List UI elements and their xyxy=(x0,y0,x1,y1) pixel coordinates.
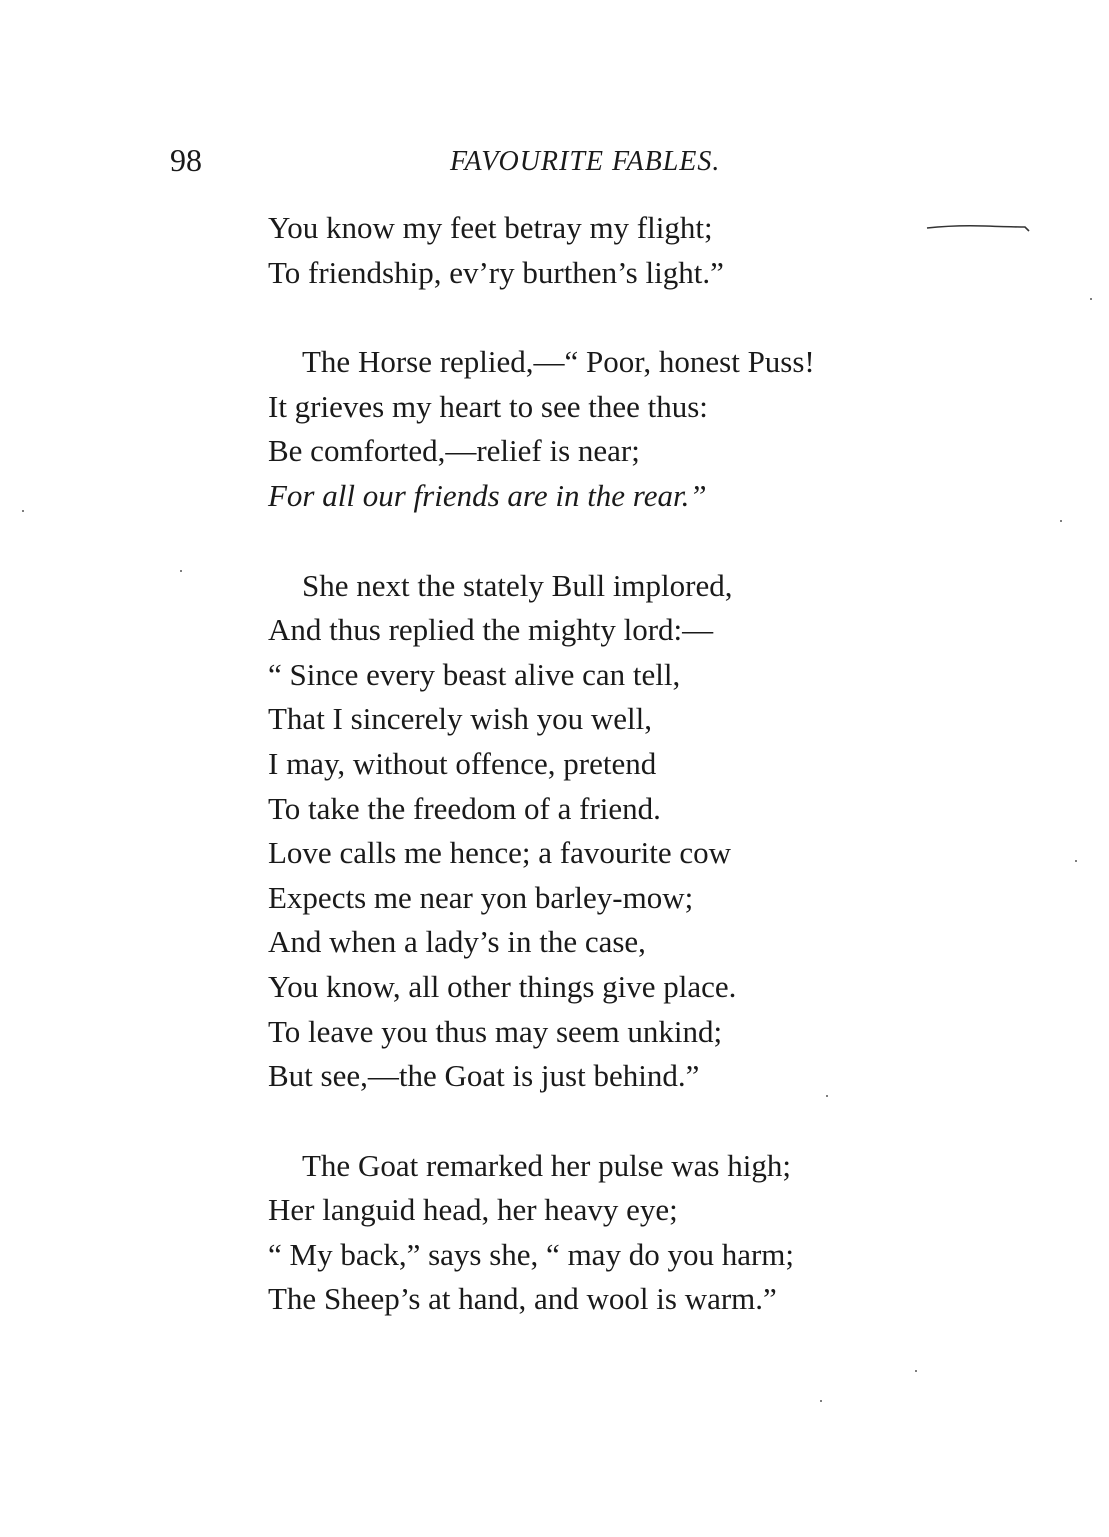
verse-line: To take the freedom of a friend. xyxy=(268,790,661,826)
verse-line: And when a lady’s in the case, xyxy=(268,924,646,960)
verse-line: But see,—the Goat is just behind.” xyxy=(268,1058,700,1094)
verse-line: “ Since every beast alive can tell, xyxy=(268,656,681,692)
stanza-4 xyxy=(268,1144,968,1322)
scan-speck xyxy=(180,570,182,572)
verse-line: You know, all other things give place. xyxy=(268,968,737,1004)
scan-speck xyxy=(1075,860,1077,862)
poem-body xyxy=(268,206,968,1322)
verse-line: That I sincerely wish you well, xyxy=(268,701,652,737)
stanza-1 xyxy=(268,206,968,295)
scan-speck xyxy=(915,1370,917,1372)
scan-speck xyxy=(1090,298,1092,300)
scan-speck xyxy=(820,1400,822,1402)
verse-line: She next the stately Bull implored, xyxy=(302,567,733,603)
verse-line: To leave you thus may seem unkind; xyxy=(268,1013,723,1049)
scan-speck xyxy=(826,1095,828,1097)
scan-speck xyxy=(22,510,24,512)
verse-line: The Goat remarked her pulse was high; xyxy=(302,1147,791,1183)
page-number: 98 xyxy=(170,142,202,178)
verse-line: And thus replied the mighty lord:— xyxy=(268,612,714,648)
verse-line: Expects me near yon barley-mow; xyxy=(268,879,694,915)
verse-line: To friendship, ev’ry burthen’s light.” xyxy=(268,254,724,290)
verse-line: The Horse replied,—“ Poor, honest Puss! xyxy=(302,344,815,380)
stanza-3 xyxy=(268,564,968,1099)
verse-line: Her languid head, her heavy eye; xyxy=(268,1192,678,1228)
running-title: FAVOURITE FABLES. xyxy=(450,146,721,177)
stanza-2 xyxy=(268,340,968,518)
verse-line: The Sheep’s at hand, and wool is warm.” xyxy=(268,1281,777,1317)
verse-line: For all our friends are in the rear.” xyxy=(268,477,707,513)
scan-speck xyxy=(1060,520,1062,522)
verse-line: You know my feet betray my flight; xyxy=(268,210,713,245)
verse-line: It grieves my heart to see thee thus: xyxy=(268,388,708,424)
verse-line: “ My back,” says she, “ may do you harm; xyxy=(268,1236,795,1272)
verse-line: Be comforted,—relief is near; xyxy=(268,433,640,469)
verse-line: Love calls me hence; a favourite cow xyxy=(268,835,732,871)
verse-line: I may, without offence, pretend xyxy=(268,745,657,781)
